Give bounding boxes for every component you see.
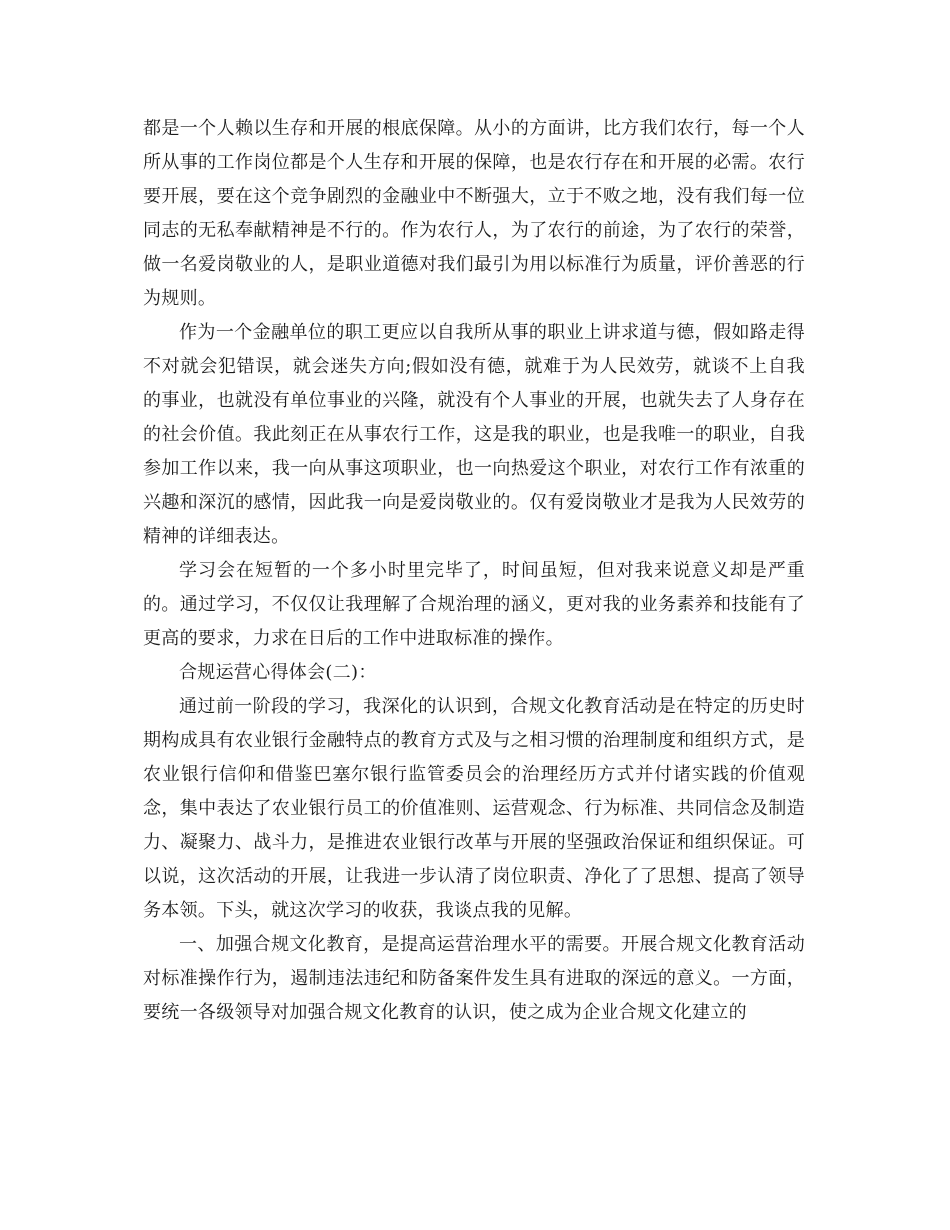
paragraph: 作为一个金融单位的职工更应以自我所从事的职业上讲求道与德，假如路走得不对就会犯错误，就会迷失方向;假如没有德，就难于为人民效劳，就谈不上自我的事业，也就没有单位事业的兴隆，就没有个人事业的开展，也就失去了人身存在的社会价值。我此刻正在从事农行工作，这是我的职业，也是我唯一的职业，自我参加工作以来，我一向从事这项职业，也一向热爱这个职业，对农行工作有浓重的兴趣和深沉的感情，因此我一向是爱岗敬业的。仅有爱岗敬业才是我为人民效劳的精神的详细表达。	[143, 322, 805, 547]
document-body	[143, 112, 805, 1030]
paragraph: 一、加强合规文化教育，是提高运营治理水平的需要。开展合规文化教育活动对标准操作行为，遏制违法违纪和防备案件发生具有进取的深远的意义。一方面，要统一各级领导对加强合规文化教育的认识，使之成为企业合规文化建立的	[143, 934, 805, 1023]
paragraph: 学习会在短暂的一个多小时里完毕了，时间虽短，但对我来说意义却是严重的。通过学习，不仅仅让我理解了合规治理的涵义，更对我的业务素养和技能有了更高的要求，力求在日后的工作中进取标准的操作。	[143, 560, 805, 649]
paragraph-continuation: 都是一个人赖以生存和开展的根底保障。从小的方面讲，比方我们农行，每一个人所从事的工作岗位都是个人生存和开展的保障，也是农行存在和开展的必需。农行要开展，要在这个竞争剧烈的金融业中不断强大，立于不败之地，没有我们每一位同志的无私奉献精神是不行的。作为农行人，为了农行的前途，为了农行的荣誉，做一名爱岗敬业的人，是职业道德对我们最引为用以标准行为质量，评价善恶的行为规则。	[143, 118, 805, 309]
paragraph: 通过前一阶段的学习，我深化的认识到，合规文化教育活动是在特定的历史时期构成具有农业银行金融特点的教育方式及与之相习惯的治理制度和组织方式，是农业银行信仰和借鉴巴塞尔银行监管委员会的治理经历方式并付诸实践的价值观念，集中表达了农业银行员工的价值准则、运营观念、行为标准、共同信念及制造力、凝聚力、战斗力，是推进农业银行改革与开展的坚强政治保证和组织保证。可以说，这次活动的开展，让我进一步认清了岗位职责、净化了了思想、提高了领导务本领。下头，就这次学习的收获，我谈点我的见解。	[143, 696, 805, 921]
section-heading: 合规运营心得体会(二)：	[179, 662, 377, 683]
